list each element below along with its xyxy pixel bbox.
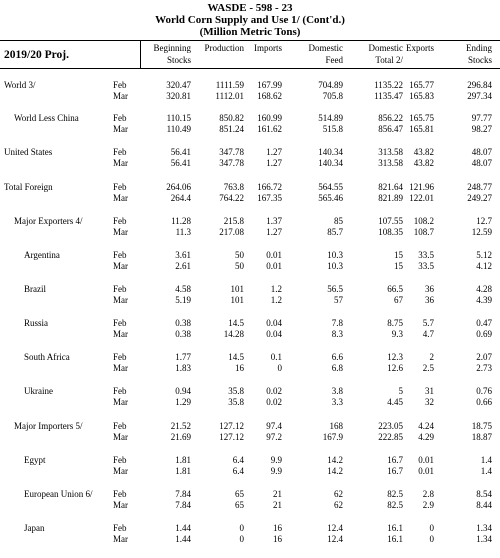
cell-production: 764.22 xyxy=(219,193,244,203)
cell-beginning-stocks: 110.15 xyxy=(166,113,191,123)
cell-domestic-feed: 12.4 xyxy=(327,523,343,533)
cell-domestic-feed: 12.4 xyxy=(327,534,343,544)
row-label: United States xyxy=(4,147,53,157)
cell-domestic-total: 1135.22 xyxy=(374,80,403,90)
cell-imports: 97.4 xyxy=(266,421,282,431)
table-title: World Corn Supply and Use 1/ (Cont'd.) xyxy=(155,14,345,26)
table-row xyxy=(0,455,500,466)
month-label: Mar xyxy=(113,124,128,134)
cell-exports: 165.83 xyxy=(409,91,434,101)
cell-ending-stocks: 4.39 xyxy=(476,295,492,305)
cell-exports: 122.01 xyxy=(409,193,434,203)
cell-domestic-feed: 10.3 xyxy=(327,250,343,260)
cell-imports: 166.72 xyxy=(257,182,282,192)
cell-exports: 165.81 xyxy=(409,124,434,134)
row-label: Ukraine xyxy=(24,386,53,396)
cell-exports: 31 xyxy=(425,386,434,396)
cell-exports: 165.75 xyxy=(409,113,434,123)
cell-beginning-stocks: 11.3 xyxy=(175,227,191,237)
cell-beginning-stocks: 1.44 xyxy=(175,523,191,533)
header-bottom-rule xyxy=(0,68,500,69)
cell-domestic-total: 821.64 xyxy=(378,182,403,192)
cell-ending-stocks: 5.12 xyxy=(476,250,492,260)
col-header-ending-stocks: Ending Stocks xyxy=(466,43,492,65)
cell-beginning-stocks: 1.81 xyxy=(175,455,191,465)
month-label: Feb xyxy=(113,523,127,533)
cell-exports: 108.2 xyxy=(413,216,434,226)
col-header-imports: Imports xyxy=(254,43,282,53)
cell-exports: 5.7 xyxy=(422,318,434,328)
cell-imports: 16 xyxy=(273,523,282,533)
row-label: Major Exporters 4/ xyxy=(14,216,83,226)
cell-domestic-feed: 6.6 xyxy=(331,352,343,362)
cell-domestic-feed: 10.3 xyxy=(327,261,343,271)
cell-production: 1112.01 xyxy=(215,91,244,101)
cell-exports: 2.5 xyxy=(422,363,434,373)
month-label: Mar xyxy=(113,295,128,305)
header-top-rule xyxy=(0,40,500,41)
cell-domestic-feed: 7.8 xyxy=(331,318,343,328)
month-label: Feb xyxy=(113,80,127,90)
cell-ending-stocks: 18.87 xyxy=(471,432,492,442)
cell-production: 127.12 xyxy=(219,421,244,431)
cell-domestic-feed: 8.3 xyxy=(331,329,343,339)
cell-ending-stocks: 248.77 xyxy=(467,182,492,192)
cell-domestic-feed: 704.89 xyxy=(318,80,343,90)
cell-beginning-stocks: 21.69 xyxy=(170,432,191,442)
cell-beginning-stocks: 56.41 xyxy=(170,158,191,168)
cell-imports: 0.04 xyxy=(266,329,282,339)
cell-domestic-total: 107.55 xyxy=(378,216,403,226)
cell-imports: 160.99 xyxy=(257,113,282,123)
cell-ending-stocks: 296.84 xyxy=(467,80,492,90)
table-row xyxy=(0,386,500,397)
table-row xyxy=(0,295,500,306)
table-row xyxy=(0,500,500,511)
cell-domestic-total: 223.05 xyxy=(378,421,403,431)
cell-domestic-total: 12.3 xyxy=(387,352,403,362)
cell-domestic-total: 108.35 xyxy=(378,227,403,237)
cell-domestic-feed: 3.3 xyxy=(331,397,343,407)
col-header-exports: Exports xyxy=(406,43,434,53)
month-label: Mar xyxy=(113,227,128,237)
cell-imports: 1.27 xyxy=(266,147,282,157)
cell-domestic-feed: 3.8 xyxy=(331,386,343,396)
cell-imports: 0.01 xyxy=(266,261,282,271)
cell-imports: 16 xyxy=(273,534,282,544)
cell-beginning-stocks: 320.47 xyxy=(166,80,191,90)
month-label: Mar xyxy=(113,534,128,544)
cell-exports: 36 xyxy=(425,284,434,294)
cell-exports: 2.8 xyxy=(422,489,434,499)
row-label: Japan xyxy=(24,523,45,533)
cell-production: 0 xyxy=(239,523,244,533)
month-label: Mar xyxy=(113,500,128,510)
cell-imports: 168.62 xyxy=(257,91,282,101)
month-label: Mar xyxy=(113,432,128,442)
cell-domestic-total: 5 xyxy=(398,386,403,396)
cell-exports: 0.01 xyxy=(418,466,434,476)
month-label: Mar xyxy=(113,329,128,339)
cell-imports: 97.2 xyxy=(266,432,282,442)
cell-production: 101 xyxy=(230,284,244,294)
cell-ending-stocks: 2.07 xyxy=(476,352,492,362)
col-header-production: Production xyxy=(204,43,244,53)
cell-domestic-feed: 85.7 xyxy=(327,227,343,237)
cell-domestic-feed: 56.5 xyxy=(327,284,343,294)
cell-production: 347.78 xyxy=(219,147,244,157)
table-row xyxy=(0,318,500,329)
cell-imports: 0.02 xyxy=(266,386,282,396)
cell-production: 35.8 xyxy=(228,386,244,396)
row-label: World Less China xyxy=(14,113,79,123)
cell-exports: 2.9 xyxy=(422,500,434,510)
cell-imports: 0 xyxy=(277,363,282,373)
month-label: Feb xyxy=(113,113,127,123)
cell-ending-stocks: 12.59 xyxy=(471,227,492,237)
cell-production: 14.5 xyxy=(228,352,244,362)
cell-production: 850.82 xyxy=(219,113,244,123)
cell-imports: 0.02 xyxy=(266,397,282,407)
col-header-domestic-feed: Domestic Feed xyxy=(308,43,343,65)
cell-imports: 0.04 xyxy=(266,318,282,328)
cell-production: 217.08 xyxy=(219,227,244,237)
table-row xyxy=(0,432,500,443)
cell-domestic-feed: 140.34 xyxy=(318,147,343,157)
cell-ending-stocks: 48.07 xyxy=(471,158,492,168)
row-label: Russia xyxy=(24,318,49,328)
cell-imports: 0.01 xyxy=(266,250,282,260)
cell-domestic-total: 12.6 xyxy=(387,363,403,373)
cell-exports: 33.5 xyxy=(418,261,434,271)
cell-ending-stocks: 1.34 xyxy=(476,523,492,533)
month-label: Mar xyxy=(113,363,128,373)
table-row xyxy=(0,489,500,500)
table-row xyxy=(0,80,500,91)
cell-imports: 161.62 xyxy=(257,124,282,134)
cell-beginning-stocks: 3.61 xyxy=(175,250,191,260)
month-label: Mar xyxy=(113,193,128,203)
cell-production: 215.8 xyxy=(223,216,244,226)
cell-beginning-stocks: 0.38 xyxy=(175,318,191,328)
cell-ending-stocks: 0.47 xyxy=(476,318,492,328)
table-row xyxy=(0,397,500,408)
cell-ending-stocks: 0.76 xyxy=(476,386,492,396)
cell-production: 6.4 xyxy=(232,466,244,476)
cell-exports: 4.7 xyxy=(422,329,434,339)
cell-imports: 1.27 xyxy=(266,227,282,237)
cell-exports: 4.24 xyxy=(418,421,434,431)
projection-label: 2019/20 Proj. xyxy=(4,49,69,61)
report-number: WASDE - 598 - 23 xyxy=(207,2,293,14)
table-row xyxy=(0,261,500,272)
table-row xyxy=(0,124,500,135)
row-label: South Africa xyxy=(24,352,70,362)
cell-ending-stocks: 249.27 xyxy=(467,193,492,203)
table-row xyxy=(0,250,500,261)
cell-beginning-stocks: 1.83 xyxy=(175,363,191,373)
month-label: Feb xyxy=(113,216,127,226)
cell-production: 347.78 xyxy=(219,158,244,168)
cell-exports: 2 xyxy=(429,352,434,362)
table-row xyxy=(0,91,500,102)
month-label: Mar xyxy=(113,466,128,476)
cell-beginning-stocks: 320.81 xyxy=(166,91,191,101)
cell-beginning-stocks: 7.84 xyxy=(175,500,191,510)
month-label: Feb xyxy=(113,284,127,294)
table-row xyxy=(0,284,500,295)
month-label: Feb xyxy=(113,318,127,328)
cell-domestic-feed: 14.2 xyxy=(327,455,343,465)
cell-production: 101 xyxy=(230,295,244,305)
cell-imports: 9.9 xyxy=(270,455,282,465)
row-label: World 3/ xyxy=(4,80,36,90)
cell-domestic-total: 856.22 xyxy=(378,113,403,123)
cell-exports: 165.77 xyxy=(409,80,434,90)
row-label: Egypt xyxy=(24,455,46,465)
cell-imports: 1.37 xyxy=(266,216,282,226)
cell-imports: 1.27 xyxy=(266,158,282,168)
cell-production: 16 xyxy=(235,363,244,373)
cell-beginning-stocks: 110.49 xyxy=(166,124,191,134)
cell-domestic-total: 4.45 xyxy=(387,397,403,407)
cell-production: 6.4 xyxy=(232,455,244,465)
table-row xyxy=(0,227,500,238)
row-label: Total Foreign xyxy=(4,182,53,192)
row-label: Major Importers 5/ xyxy=(14,421,83,431)
cell-domestic-feed: 85 xyxy=(334,216,343,226)
cell-ending-stocks: 8.54 xyxy=(476,489,492,499)
cell-beginning-stocks: 1.29 xyxy=(175,397,191,407)
cell-exports: 0.01 xyxy=(418,455,434,465)
cell-ending-stocks: 0.69 xyxy=(476,329,492,339)
units-subtitle: (Million Metric Tons) xyxy=(199,26,301,38)
cell-domestic-total: 313.58 xyxy=(378,158,403,168)
cell-production: 14.28 xyxy=(223,329,244,339)
cell-exports: 4.29 xyxy=(418,432,434,442)
cell-domestic-total: 16.7 xyxy=(387,466,403,476)
cell-domestic-total: 15 xyxy=(394,250,403,260)
col-header-beginning-stocks: Beginning Stocks xyxy=(153,43,191,65)
cell-domestic-total: 82.5 xyxy=(387,489,403,499)
cell-ending-stocks: 1.4 xyxy=(480,455,492,465)
cell-domestic-feed: 62 xyxy=(334,489,343,499)
row-label: Brazil xyxy=(24,284,46,294)
cell-exports: 43.82 xyxy=(413,147,434,157)
table-row xyxy=(0,421,500,432)
cell-ending-stocks: 97.77 xyxy=(471,113,492,123)
cell-domestic-total: 313.58 xyxy=(378,147,403,157)
cell-beginning-stocks: 4.58 xyxy=(175,284,191,294)
cell-domestic-feed: 140.34 xyxy=(318,158,343,168)
month-label: Mar xyxy=(113,158,128,168)
cell-beginning-stocks: 21.52 xyxy=(170,421,191,431)
cell-beginning-stocks: 1.44 xyxy=(175,534,191,544)
cell-ending-stocks: 18.75 xyxy=(471,421,492,431)
cell-domestic-feed: 565.46 xyxy=(318,193,343,203)
cell-production: 35.8 xyxy=(228,397,244,407)
cell-ending-stocks: 8.44 xyxy=(476,500,492,510)
col-header-domestic-total: Domestic Total 2/ xyxy=(368,43,403,65)
cell-imports: 21 xyxy=(273,489,282,499)
cell-beginning-stocks: 0.94 xyxy=(175,386,191,396)
cell-imports: 167.99 xyxy=(257,80,282,90)
cell-beginning-stocks: 56.41 xyxy=(170,147,191,157)
cell-beginning-stocks: 264.4 xyxy=(170,193,191,203)
cell-production: 50 xyxy=(235,261,244,271)
month-label: Feb xyxy=(113,455,127,465)
cell-exports: 36 xyxy=(425,295,434,305)
cell-imports: 21 xyxy=(273,500,282,510)
table-row xyxy=(0,113,500,124)
table-row xyxy=(0,182,500,193)
cell-beginning-stocks: 5.19 xyxy=(175,295,191,305)
cell-domestic-feed: 705.8 xyxy=(322,91,343,101)
row-label: Argentina xyxy=(24,250,60,260)
cell-domestic-total: 821.89 xyxy=(378,193,403,203)
cell-domestic-total: 16.1 xyxy=(387,534,403,544)
cell-beginning-stocks: 264.06 xyxy=(166,182,191,192)
cell-domestic-total: 66.5 xyxy=(387,284,403,294)
cell-production: 14.5 xyxy=(228,318,244,328)
cell-domestic-feed: 6.8 xyxy=(331,363,343,373)
cell-beginning-stocks: 0.38 xyxy=(175,329,191,339)
cell-production: 65 xyxy=(235,500,244,510)
month-label: Mar xyxy=(113,91,128,101)
cell-exports: 33.5 xyxy=(418,250,434,260)
cell-domestic-feed: 515.8 xyxy=(322,124,343,134)
table-row xyxy=(0,329,500,340)
cell-domestic-feed: 14.2 xyxy=(327,466,343,476)
cell-beginning-stocks: 2.61 xyxy=(175,261,191,271)
month-label: Mar xyxy=(113,261,128,271)
cell-beginning-stocks: 1.81 xyxy=(175,466,191,476)
table-row xyxy=(0,216,500,227)
cell-production: 1111.59 xyxy=(215,80,244,90)
cell-exports: 32 xyxy=(425,397,434,407)
cell-domestic-total: 15 xyxy=(394,261,403,271)
cell-domestic-total: 9.3 xyxy=(391,329,403,339)
cell-domestic-total: 16.7 xyxy=(387,455,403,465)
month-label: Feb xyxy=(113,182,127,192)
month-label: Feb xyxy=(113,386,127,396)
cell-imports: 0.1 xyxy=(270,352,282,362)
cell-imports: 1.2 xyxy=(270,295,282,305)
month-label: Feb xyxy=(113,147,127,157)
cell-exports: 121.96 xyxy=(409,182,434,192)
cell-ending-stocks: 4.28 xyxy=(476,284,492,294)
cell-exports: 108.7 xyxy=(413,227,434,237)
cell-production: 65 xyxy=(235,489,244,499)
cell-domestic-feed: 62 xyxy=(334,500,343,510)
month-label: Feb xyxy=(113,250,127,260)
cell-imports: 9.9 xyxy=(270,466,282,476)
table-row xyxy=(0,523,500,534)
cell-ending-stocks: 48.07 xyxy=(471,147,492,157)
cell-ending-stocks: 297.34 xyxy=(467,91,492,101)
cell-domestic-feed: 514.89 xyxy=(318,113,343,123)
cell-beginning-stocks: 1.77 xyxy=(175,352,191,362)
row-label: European Union 6/ xyxy=(24,489,93,499)
table-row xyxy=(0,466,500,477)
cell-domestic-feed: 57 xyxy=(334,295,343,305)
cell-imports: 167.35 xyxy=(257,193,282,203)
cell-domestic-feed: 168 xyxy=(329,421,343,431)
table-row xyxy=(0,352,500,363)
cell-production: 50 xyxy=(235,250,244,260)
cell-ending-stocks: 98.27 xyxy=(471,124,492,134)
cell-ending-stocks: 12.7 xyxy=(476,216,492,226)
cell-exports: 43.82 xyxy=(413,158,434,168)
table-row xyxy=(0,147,500,158)
month-label: Feb xyxy=(113,352,127,362)
cell-ending-stocks: 1.34 xyxy=(476,534,492,544)
cell-imports: 1.2 xyxy=(270,284,282,294)
month-label: Mar xyxy=(113,397,128,407)
cell-domestic-feed: 564.55 xyxy=(318,182,343,192)
cell-exports: 0 xyxy=(429,523,434,533)
column-separator xyxy=(140,40,141,68)
cell-domestic-total: 856.47 xyxy=(378,124,403,134)
cell-production: 851.24 xyxy=(219,124,244,134)
cell-domestic-total: 67 xyxy=(394,295,403,305)
table-row xyxy=(0,534,500,545)
cell-production: 127.12 xyxy=(219,432,244,442)
cell-ending-stocks: 4.12 xyxy=(476,261,492,271)
table-row xyxy=(0,193,500,204)
cell-domestic-total: 1135.47 xyxy=(374,91,403,101)
cell-domestic-total: 222.85 xyxy=(378,432,403,442)
table-row xyxy=(0,363,500,374)
cell-ending-stocks: 0.66 xyxy=(476,397,492,407)
cell-domestic-total: 82.5 xyxy=(387,500,403,510)
cell-domestic-feed: 167.9 xyxy=(322,432,343,442)
cell-exports: 0 xyxy=(429,534,434,544)
table-row xyxy=(0,158,500,169)
cell-ending-stocks: 2.73 xyxy=(476,363,492,373)
cell-domestic-total: 16.1 xyxy=(387,523,403,533)
cell-beginning-stocks: 11.28 xyxy=(171,216,191,226)
cell-production: 0 xyxy=(239,534,244,544)
cell-production: 763.8 xyxy=(223,182,244,192)
month-label: Feb xyxy=(113,489,127,499)
cell-beginning-stocks: 7.84 xyxy=(175,489,191,499)
month-label: Feb xyxy=(113,421,127,431)
cell-domestic-total: 8.75 xyxy=(387,318,403,328)
cell-ending-stocks: 1.4 xyxy=(480,466,492,476)
